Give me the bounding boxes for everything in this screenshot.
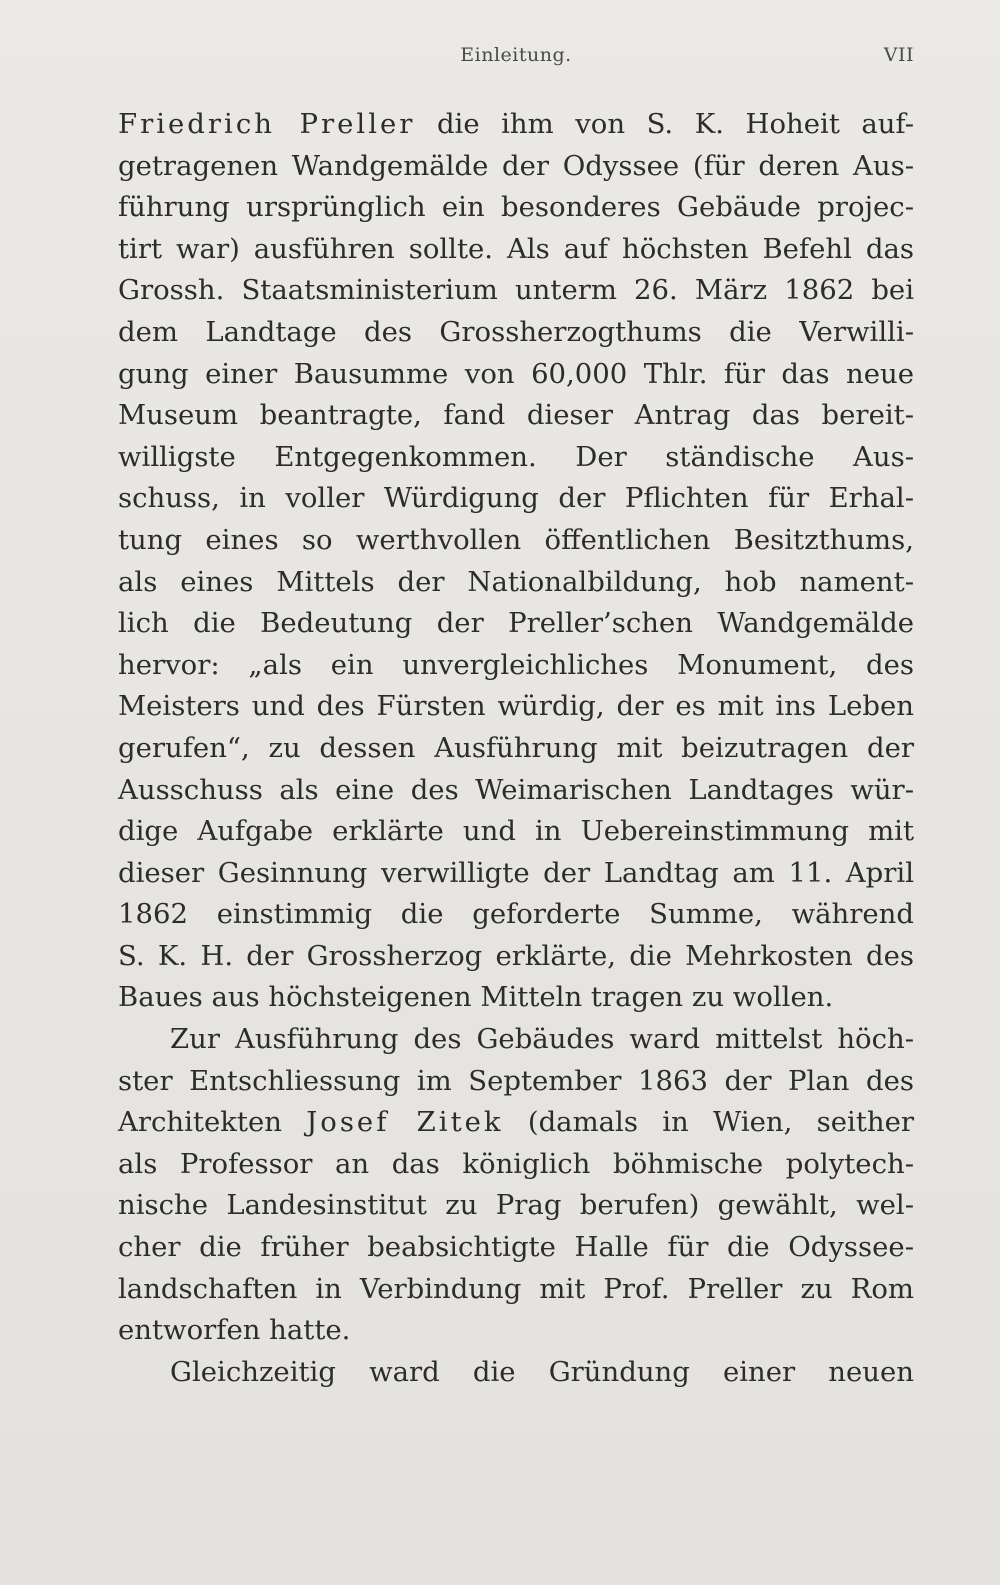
spaced-name: Josef Zitek xyxy=(306,1106,504,1139)
text-segment: getragenen Wandgemälde der Odyssee (für deren Aus- xyxy=(118,149,914,182)
text-segment: Ausschuss als eine des Weimarischen Landtages wür- xyxy=(118,773,914,806)
spaced-name: Friedrich Preller xyxy=(118,108,416,140)
text-segment: schuss, in voller Würdigung der Pflichten für Erhal- xyxy=(118,482,914,515)
text-segment: Meisters und des Fürsten würdig, der es mit ins Leben xyxy=(118,690,914,723)
text-line xyxy=(118,728,914,770)
text-segment: tung eines so werthvollen öffentlichen Besitzthums, xyxy=(118,523,914,556)
text-line xyxy=(118,520,914,562)
text-line xyxy=(118,1144,914,1186)
text-line xyxy=(118,1269,914,1311)
text-segment: dige Aufgabe erklärte und in Uebereinstimmung mit xyxy=(118,815,914,848)
text-segment: cher die früher beabsichtigte Halle für die Odyssee- xyxy=(118,1231,914,1264)
text-segment: Gleichzeitig ward die Gründung einer neuen xyxy=(170,1355,914,1388)
running-head xyxy=(118,44,914,74)
text-line xyxy=(118,354,914,396)
text-line xyxy=(118,894,914,936)
text-segment: tirt war) ausführen sollte. Als auf höchsten Befehl das xyxy=(118,232,914,265)
text-line xyxy=(118,1019,914,1061)
text-line xyxy=(118,104,914,146)
text-segment: ster Entschliessung im September 1863 der Plan des xyxy=(118,1064,914,1097)
page-number: VII xyxy=(883,44,914,66)
text-segment: führung ursprünglich ein besonderes Gebäude projec- xyxy=(118,191,914,224)
text-segment: Museum beantragte, fand dieser Antrag das bereit- xyxy=(118,399,914,432)
text-segment: Zur Ausführung des Gebäudes ward mittelst höch- xyxy=(170,1023,914,1056)
text-segment: die ihm von S. K. Hoheit auf- xyxy=(415,108,914,140)
text-line xyxy=(118,1102,914,1144)
text-segment: nische Landesinstitut zu Prag berufen) gewählt, wel- xyxy=(118,1189,914,1222)
text-line xyxy=(118,312,914,354)
text-line xyxy=(118,686,914,728)
running-title: Einleitung. xyxy=(460,44,572,66)
body-text xyxy=(118,104,914,1393)
text-segment: als eines Mittels der Nationalbildung, hob nament- xyxy=(118,565,914,598)
text-segment: als Professor an das königlich böhmische polytech- xyxy=(118,1147,914,1180)
text-segment: lich die Bedeutung der Preller’schen Wandgemälde xyxy=(118,607,914,640)
text-segment: Grossh. Staatsministerium unterm 26. März 1862 bei xyxy=(118,274,914,307)
text-line xyxy=(118,1227,914,1269)
text-line xyxy=(118,645,914,687)
text-line xyxy=(118,395,914,437)
text-line xyxy=(118,770,914,812)
text-line xyxy=(118,270,914,312)
text-line xyxy=(118,478,914,520)
text-segment: gerufen“, zu dessen Ausführung mit beizutragen der xyxy=(118,731,914,764)
text-segment: Baues aus höchsteigenen Mitteln tragen zu wollen. xyxy=(118,981,834,1014)
text-segment: landschaften in Verbindung mit Prof. Preller zu Rom xyxy=(118,1272,914,1305)
text-segment: S. K. H. der Grossherzog erklärte, die Mehrkosten des xyxy=(118,939,914,972)
text-line xyxy=(118,229,914,271)
text-segment: hervor: „als ein unvergleichliches Monument, des xyxy=(118,648,914,681)
text-line xyxy=(118,603,914,645)
text-line xyxy=(118,936,914,978)
text-line xyxy=(118,1061,914,1103)
text-segment: (damals in Wien, seither xyxy=(503,1106,914,1139)
text-line xyxy=(118,437,914,479)
text-segment: willigste Entgegenkommen. Der ständische Aus- xyxy=(118,440,914,473)
text-segment: 1862 einstimmig die geforderte Summe, während xyxy=(118,898,914,931)
text-segment: dieser Gesinnung verwilligte der Landtag am 11. April xyxy=(118,856,914,889)
text-segment: gung einer Bausumme von 60,000 Thlr. für das neue xyxy=(118,357,914,390)
text-line xyxy=(118,1310,914,1352)
text-segment: dem Landtage des Grossherzogthums die Verwilli- xyxy=(118,315,914,348)
text-line xyxy=(118,146,914,188)
text-segment: Architekten xyxy=(118,1106,307,1139)
text-line xyxy=(118,977,914,1019)
text-line xyxy=(118,187,914,229)
text-line xyxy=(118,1185,914,1227)
text-line xyxy=(118,853,914,895)
text-line xyxy=(118,562,914,604)
text-line xyxy=(118,811,914,853)
text-segment: entworfen hatte. xyxy=(118,1314,351,1347)
text-line xyxy=(118,1352,914,1394)
